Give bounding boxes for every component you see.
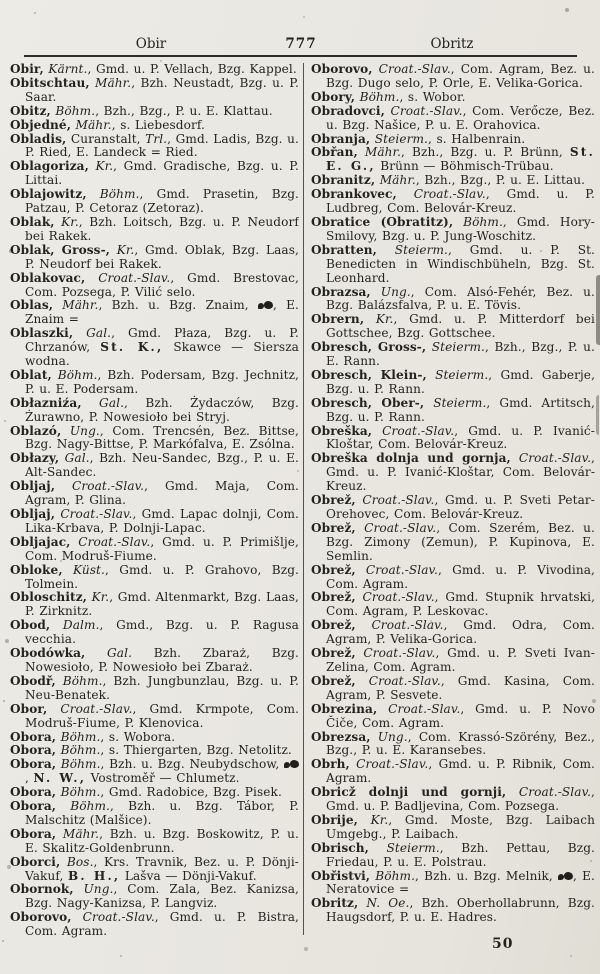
entry-headword: Obrež, bbox=[311, 590, 356, 605]
gazetteer-entry bbox=[311, 313, 595, 341]
entry-text: , Bzh. Jungbunzlau, Bzg. u. P. Neu-Benatek. bbox=[25, 673, 299, 702]
entry-headword: Obitz, bbox=[10, 103, 51, 118]
gazetteer-entry bbox=[311, 703, 595, 731]
entry-headword: Oblagoriza, bbox=[10, 159, 89, 174]
entry-text: , Gmd. Altenmarkt, Bzg. Laas, P. Zirknitz. bbox=[25, 590, 299, 619]
entry-text: Curanstalt, bbox=[66, 131, 146, 146]
entry-text: Steierm. bbox=[376, 242, 448, 257]
entry-headword: Obrern, bbox=[311, 312, 365, 327]
entry-text: , Gmd. Oblak, Bzg. Laas, P. Neudorf bei Rakek. bbox=[25, 242, 299, 271]
entry-text: , Gmd. u. P. Primišlje, Com. Modruš-Fiume. bbox=[25, 534, 299, 563]
paper-speckle-texture bbox=[0, 0, 2, 2]
entry-text: , Bzh., Bzg., P. u. E. Klattau. bbox=[95, 103, 273, 118]
entry-text: Croat.-Slav. bbox=[55, 507, 133, 521]
gazetteer-entry bbox=[311, 91, 595, 105]
entry-text: , Gmd. Płaza, Bzg. u. P. Chrzanów, bbox=[25, 326, 299, 355]
entry-text: Kr. bbox=[364, 312, 394, 327]
entry-text: , Com. Szerém, Bez. u. Bzg. Zimony (Zemun), P. Kupinova, E. Semlin. bbox=[326, 520, 595, 563]
entry-headword: Obloschitz, bbox=[10, 590, 87, 605]
entry-text: , Gmd. Odra, Com. Agram, P. Velika-Gorica. bbox=[326, 618, 595, 647]
gazetteer-entry bbox=[10, 758, 299, 786]
entry-text: St. E. G., bbox=[326, 145, 595, 174]
entry-text: , Gmd. u. P. Ivanić-Kloštar, Com. Belovár-Kreuz. bbox=[326, 451, 595, 494]
gazetteer-entry bbox=[10, 856, 299, 884]
entry-text: Steierm. bbox=[368, 840, 440, 855]
entry-headword: Obloke, bbox=[10, 562, 63, 577]
gazetteer-entry bbox=[10, 786, 299, 800]
entry-headword: Obrež, bbox=[311, 673, 356, 688]
entry-text: Mähr. bbox=[375, 173, 416, 188]
gazetteer-entry bbox=[10, 425, 299, 453]
gazetteer-entry bbox=[10, 327, 299, 369]
gazetteer-entry bbox=[311, 675, 595, 703]
entry-text: , Gmd. u. P. Ludbreg, Com. Belovár-Kreuz. bbox=[326, 187, 595, 216]
entry-text: B. H., bbox=[67, 868, 121, 883]
entry-text: Steierm. bbox=[426, 340, 485, 355]
gazetteer-entry bbox=[10, 675, 299, 703]
entry-text: Skawce — Siersza wodna. bbox=[25, 340, 299, 369]
gazetteer-entry bbox=[10, 703, 299, 731]
entry-text: , Gmd. Artitsch, Bzg. u. P. Rann. bbox=[326, 395, 595, 424]
gazetteer-entry bbox=[311, 758, 595, 786]
entry-text: , Gmd. u. P. Vellach, Bzg. Kappel. bbox=[87, 63, 297, 76]
entry-text: , E. Neratovice = bbox=[326, 868, 595, 897]
entry-text: , Bzh. Podersam, Bzg. Jechnitz, P. u. E. Podersam. bbox=[25, 367, 299, 396]
gazetteer-entry bbox=[10, 828, 299, 856]
entry-text: , s. Halbenrain. bbox=[427, 131, 526, 146]
gazetteer-entry bbox=[311, 870, 595, 898]
entry-headword: Obrh, bbox=[311, 757, 350, 772]
entry-text: , Com. Agram, Bez. u. Bzg. Dugo selo, P. Orle, E. Velika-Gorica. bbox=[326, 63, 595, 90]
entry-text: , Gmd. Moste, Bzg. Laibach Umgebg., P. Laibach. bbox=[326, 812, 595, 841]
entry-text: Steierm. bbox=[370, 131, 428, 146]
entry-text: , Bzh., Bzg., P. u. E. Littau. bbox=[415, 173, 586, 188]
entry-text: Croat.-Slav. bbox=[85, 270, 171, 285]
gazetteer-entry bbox=[10, 647, 299, 675]
entry-text: , Bzh. u. Bzg. Melnik, bbox=[415, 868, 559, 883]
entry-text: Croat.-Slav. bbox=[372, 63, 451, 76]
gazetteer-entry bbox=[10, 105, 299, 119]
entry-text: Croat.-Slav. bbox=[510, 451, 592, 466]
entry-text: Kr. bbox=[357, 812, 389, 827]
entry-text: Croat.-Slav. bbox=[355, 562, 438, 577]
gazetteer-entry bbox=[311, 591, 595, 619]
entry-text: , Com. Alsó-Fehér, Bez. u. Bzg. Balázsfalva, P. u. E. Tövis. bbox=[326, 284, 595, 313]
entry-text: , Gmd. u. P. Sveti Petar-Orehovec, Com. Belovár-Kreuz. bbox=[326, 493, 595, 521]
entry-text: , Bzh. Neu-Sandec, Bzg., P. u. E. Alt-Sandec. bbox=[25, 451, 299, 480]
gazetteer-entry bbox=[10, 244, 299, 272]
gazetteer-entry bbox=[311, 647, 595, 675]
entry-headword: Obrež, bbox=[311, 520, 356, 535]
entry-headword: Obrezina, bbox=[311, 701, 378, 716]
gazetteer-entry bbox=[10, 63, 299, 77]
entry-text: St. K., bbox=[100, 340, 164, 355]
entry-text: , bbox=[25, 771, 34, 786]
entry-headword: Obřan, bbox=[311, 145, 358, 160]
entry-text: , Gmd. u. P. Bistra, Com. Agram. bbox=[25, 910, 299, 939]
entry-text: , Gmd. Hory-Smilovy, Bzg. u. P. Jung-Woschitz. bbox=[326, 214, 595, 243]
header-rule bbox=[24, 55, 577, 57]
entry-text: , E. Znaim = bbox=[25, 298, 299, 327]
entry-text: , Bzh. Pettau, Bzg. Friedau, P. u. E. Polstrau. bbox=[326, 840, 595, 869]
entry-text: , Bzh. Żydaczów, Bzg. Żurawno, P. Nowesioło bei Stryj. bbox=[25, 395, 299, 424]
entry-headword: Obora, bbox=[10, 729, 57, 744]
entry-headword: Obranitz, bbox=[311, 173, 376, 188]
gazetteer-entry bbox=[10, 272, 299, 300]
entry-text: Croat.-Slav. bbox=[355, 590, 435, 605]
entry-text: , Gmd. Radobice, Bzg. Pisek. bbox=[100, 785, 282, 800]
entry-headword: Obrež, bbox=[311, 618, 356, 633]
entry-text: Kr. bbox=[54, 214, 79, 229]
entry-text: , Gmd. Stupnik hrvatski, Com. Agram, P. Leskovac. bbox=[326, 590, 595, 619]
entry-text: Kärnt. bbox=[43, 63, 88, 76]
posthorn-telegraph-icon bbox=[258, 301, 273, 310]
entry-text: Böhm. bbox=[355, 89, 400, 104]
gazetteer-entry bbox=[10, 299, 299, 327]
entry-headword: Obitschtau, bbox=[10, 75, 90, 90]
gazetteer-entry bbox=[311, 63, 595, 91]
entry-headword: Oblat, bbox=[10, 367, 52, 382]
entry-headword: Obrezsa, bbox=[311, 729, 371, 744]
gazetteer-entry bbox=[10, 619, 299, 647]
entry-text: Croat.-Slav. bbox=[355, 618, 444, 633]
entry-headword: Obrež, bbox=[311, 646, 356, 661]
entry-text: , Krs. Travnik, Bez. u. P. Dönji-Vakuf, bbox=[25, 854, 299, 883]
gazetteer-entry bbox=[10, 160, 299, 188]
entry-text: , Com. Krassó-Szörény, Bez., Bzg., P. u. E. Karansebes. bbox=[326, 729, 595, 758]
entry-headword: Obora, bbox=[10, 757, 57, 772]
entry-headword: Obrisch, bbox=[311, 840, 369, 855]
entry-text: Ung. bbox=[370, 729, 408, 744]
gazetteer-entry bbox=[10, 731, 299, 745]
entry-text: Steierm. bbox=[426, 367, 489, 382]
scan-edge-artifact bbox=[596, 395, 599, 435]
entry-text: , Bzh., Bzg., P. u. E. Rann. bbox=[326, 340, 595, 369]
entry-headword: Oblas, bbox=[10, 298, 54, 313]
gazetteer-entry bbox=[311, 216, 595, 244]
entry-text: Ung. bbox=[61, 423, 100, 438]
entry-text: , Gmd. u. P. Ribnik, Com. Agram. bbox=[326, 757, 595, 786]
gazetteer-entry bbox=[10, 508, 299, 536]
entry-text: Böhm. bbox=[56, 799, 110, 814]
entry-text: Böhm. bbox=[51, 367, 98, 382]
entry-headword: Obratten, bbox=[311, 242, 377, 257]
gazetteer-entry bbox=[10, 452, 299, 480]
entry-text: N. W., bbox=[33, 771, 87, 786]
posthorn-telegraph-icon bbox=[284, 760, 299, 769]
entry-text: Trl. bbox=[145, 131, 168, 146]
entry-headword: Obljajac, bbox=[10, 534, 71, 549]
entry-headword: Obljaj, bbox=[10, 507, 56, 521]
entry-headword: Oborovo, bbox=[10, 910, 72, 925]
entry-text: , Bzh. Oberhollabrunn, Bzg. Haugsdorf, P. u. E. Hadres. bbox=[326, 896, 595, 925]
entry-headword: Obřistvi, bbox=[311, 868, 371, 883]
gazetteer-entry bbox=[311, 133, 595, 147]
gazetteer-entry bbox=[311, 731, 595, 759]
gazetteer-entry bbox=[311, 188, 595, 216]
running-head-left-keyword: Obir bbox=[135, 36, 167, 52]
entry-text: , Gmd. u. P. Mitterdorf bei Gottschee, Bzg. Gottschee. bbox=[326, 312, 595, 341]
entry-headword: Oblajowitz, bbox=[10, 187, 87, 202]
entry-headword: Obljaj, bbox=[10, 479, 56, 494]
entry-headword: Obresch, Klein-, bbox=[311, 367, 427, 382]
entry-text: Gal. bbox=[85, 646, 133, 661]
entry-text: Ung. bbox=[73, 882, 114, 897]
entry-text: Böhm. bbox=[56, 785, 101, 800]
entry-text: Kr. bbox=[88, 159, 114, 174]
entry-text: Küst. bbox=[62, 562, 105, 577]
entry-text: Böhm. bbox=[50, 103, 96, 118]
entry-text: Böhm. bbox=[55, 673, 103, 688]
gazetteer-entry bbox=[311, 146, 595, 174]
column-divider-rule bbox=[303, 63, 304, 935]
gazetteer-entry bbox=[311, 105, 595, 133]
gazetteer-entry bbox=[311, 425, 595, 453]
entry-text: , Gmd. Krmpote, Com. Modruš-Fiume, P. Klenovica. bbox=[25, 701, 299, 730]
entry-text: Croat.-Slav. bbox=[71, 910, 155, 925]
gazetteer-entry bbox=[311, 369, 595, 397]
entry-text: , Gmd. u. P. St. Benedicten in Windischbüheln, Bzg. St. Leonhard. bbox=[326, 242, 595, 285]
running-head-right-keyword: Obritz bbox=[430, 36, 474, 52]
entry-text: Böhm. bbox=[56, 743, 101, 758]
entry-text: , Com. Verőcze, Bez. u. Bzg. Našice, P. u. E. Orahovica. bbox=[326, 103, 595, 132]
gazetteer-entry bbox=[311, 341, 595, 369]
two-column-text-block bbox=[10, 63, 595, 940]
entry-text: , Bzh. Neustadt, Bzg. u. P. Saar. bbox=[25, 75, 299, 104]
gazetteer-entry bbox=[311, 522, 595, 564]
entry-text: , Bzh., Bzg. u. P. Brünn, bbox=[401, 145, 570, 160]
entry-text: , Com. Zala, Bez. Kanizsa, Bzg. Nagy-Kanizsa, P. Langviz. bbox=[25, 882, 299, 911]
gazetteer-entry bbox=[10, 536, 299, 564]
entry-text: , s. Wobor. bbox=[399, 89, 466, 104]
entry-headword: Oblakovac, bbox=[10, 270, 86, 285]
entry-text: , Gmd. u. P. Novo Čiče, Com. Agram. bbox=[326, 701, 595, 730]
entry-text: , Gmd. u. P. Vivodina, Com. Agram. bbox=[326, 562, 595, 591]
entry-text: Croat.-Slav. bbox=[55, 479, 145, 494]
gazetteer-entry bbox=[10, 883, 299, 911]
entry-text: Croat.-Slav. bbox=[355, 673, 441, 688]
entry-text: Böhm. bbox=[56, 757, 101, 772]
entry-text: Croat.-Slav. bbox=[377, 701, 461, 716]
entry-headword: Obod, bbox=[10, 618, 51, 633]
entry-headword: Oblak, bbox=[10, 214, 55, 229]
entry-headword: Obrankovec, bbox=[311, 187, 397, 202]
entry-headword: Obor, bbox=[10, 701, 48, 716]
entry-headword: Obrež, bbox=[311, 493, 356, 508]
entry-text: , Gmd. u. P. Sveti Ivan-Zelina, Com. Agram. bbox=[326, 646, 595, 674]
scan-edge-artifact bbox=[596, 275, 600, 345]
entry-text: Bzh. Zbaraż, Bzg. Nowesioło, P. Nowesioło bei Zbaraż. bbox=[25, 646, 299, 674]
entry-text: Böhm. bbox=[370, 868, 416, 883]
gazetteer-entry bbox=[10, 188, 299, 216]
entry-text: , s. Liebesdorf. bbox=[111, 117, 205, 132]
entry-text: , Gmd. Prasetin, Bzg. Patzau, P. Cetoraz (Zetoraz). bbox=[25, 187, 299, 216]
entry-text: Croat.-Slav. bbox=[355, 520, 437, 535]
entry-headword: Obłazy, bbox=[10, 451, 60, 466]
entry-headword: Obrije, bbox=[311, 812, 358, 827]
entry-text: Croat.-Slav. bbox=[396, 187, 486, 202]
left-column bbox=[10, 63, 299, 940]
entry-headword: Obrazsa, bbox=[311, 284, 371, 299]
entry-text: Croat.-Slav. bbox=[349, 757, 429, 772]
entry-text: , s. Thiergarten, Bzg. Netolitz. bbox=[100, 743, 292, 758]
running-head bbox=[0, 36, 600, 54]
entry-text: Kr. bbox=[110, 242, 135, 257]
gazetteer-entry bbox=[311, 397, 595, 425]
entry-text: , Gmd., Bzg. u. P. Ragusa vecchia. bbox=[25, 618, 299, 647]
entry-text: Lašva — Dönji-Vakuf. bbox=[120, 868, 257, 883]
gazetteer-entry bbox=[10, 216, 299, 244]
entry-headword: Obłazniźa, bbox=[10, 395, 82, 410]
entry-text: , Bzh. u. Bzg. Znaim, bbox=[98, 298, 258, 313]
entry-headword: Obir, bbox=[10, 63, 44, 76]
entry-text: Gal. bbox=[73, 326, 112, 341]
entry-text: Ung. bbox=[370, 284, 411, 299]
posthorn-telegraph-icon bbox=[558, 872, 573, 881]
entry-headword: Obora, bbox=[10, 743, 57, 758]
gazetteer-entry bbox=[311, 564, 595, 592]
gazetteer-entry bbox=[10, 591, 299, 619]
entry-text: Dalm. bbox=[50, 618, 100, 633]
entry-text: , Bzh. u. Bzg. Neubydschow, bbox=[100, 757, 284, 772]
entry-headword: Obrež, bbox=[311, 562, 356, 577]
footer-folio-number: 50 bbox=[492, 936, 514, 952]
entry-text: , Gmd. Gaberje, Bzg. u. P. Rann. bbox=[326, 367, 595, 396]
entry-headword: Obladis, bbox=[10, 131, 67, 146]
gazetteer-entry bbox=[10, 133, 299, 161]
entry-text: Gal. bbox=[59, 451, 90, 466]
entry-text: N. Oe. bbox=[358, 896, 410, 911]
gazetteer-entry bbox=[10, 480, 299, 508]
gazetteer-entry bbox=[311, 174, 595, 188]
entry-headword: Obornok, bbox=[10, 882, 74, 897]
entry-headword: Obranja, bbox=[311, 131, 371, 146]
entry-headword: Oborci, bbox=[10, 854, 61, 869]
entry-headword: Objedné, bbox=[10, 117, 72, 132]
gazetteer-entry bbox=[10, 744, 299, 758]
gazetteer-entry bbox=[311, 786, 595, 814]
entry-text: Vostroměř — Chlumetz. bbox=[86, 771, 240, 786]
entry-headword: Obresch, Gross-, bbox=[311, 340, 427, 355]
entry-text: , Gmd. u. P. Badljevina, Com. Pozsega. bbox=[326, 785, 595, 814]
gazetteer-entry bbox=[311, 814, 595, 842]
entry-headword: Oblazó, bbox=[10, 423, 62, 438]
running-head-page-number: 777 bbox=[285, 36, 317, 52]
entry-headword: Oblaszki, bbox=[10, 326, 74, 341]
gazetteer-entry bbox=[311, 897, 595, 925]
entry-text: , s. Wobora. bbox=[100, 729, 176, 744]
entry-text: , Gmd. Ladis, Bzg. u. P. Ried, E. Landeck = Ried. bbox=[25, 131, 299, 160]
entry-text: , Gmd. u. P. Grahovo, Bzg. Tolmein. bbox=[25, 562, 299, 591]
right-column bbox=[311, 63, 595, 940]
entry-headword: Oborovo, bbox=[311, 63, 373, 76]
entry-text: Croat.-Slav. bbox=[355, 646, 436, 661]
entry-headword: Obreška, bbox=[311, 423, 373, 438]
entry-text: Steierm. bbox=[424, 395, 487, 410]
entry-headword: Oblak, Gross-, bbox=[10, 242, 110, 257]
entry-text: Bos. bbox=[60, 854, 94, 869]
gazetteer-entry bbox=[311, 494, 595, 522]
gazetteer-entry bbox=[311, 842, 595, 870]
entry-text: , Com. Trencsén, Bez. Bittse, Bzg. Nagy-Bittse, P. Markófalva, E. Zsólna. bbox=[25, 423, 299, 452]
entry-headword: Obratice (Obratitz), bbox=[311, 214, 454, 229]
entry-headword: Obradovci, bbox=[311, 103, 385, 118]
entry-text: Croat.-Slav. bbox=[372, 423, 455, 438]
gazetteer-entry bbox=[10, 800, 299, 828]
entry-text: Croat.-Slav. bbox=[70, 534, 151, 549]
entry-text: Mähr. bbox=[56, 826, 100, 841]
entry-text: , Gmd. Lapac dolnji, Com. Lika-Krbava, P. Dolnji-Lapac. bbox=[25, 507, 299, 535]
entry-text: , Bzh. u. Bzg. Boskowitz, P. u. E. Skalitz-Goldenbrunn. bbox=[25, 826, 299, 855]
entry-text: Mähr. bbox=[89, 75, 132, 90]
gazetteer-entry bbox=[10, 911, 299, 939]
entry-headword: Obora, bbox=[10, 826, 57, 841]
entry-text: Böhm. bbox=[56, 729, 101, 744]
entry-text: , Gmd. Gradische, Bzg. u. P. Littai. bbox=[25, 159, 299, 188]
entry-headword: Obresch, Ober-, bbox=[311, 395, 425, 410]
entry-headword: Obora, bbox=[10, 799, 57, 814]
entry-text: Croat.-Slav. bbox=[47, 701, 133, 716]
entry-text: Gal. bbox=[81, 395, 125, 410]
entry-headword: Obodř, bbox=[10, 673, 56, 688]
gazetteer-entry bbox=[10, 564, 299, 592]
entry-text: Böhm. bbox=[453, 214, 503, 229]
entry-text: Brünn — Böhmisch-Trübau. bbox=[375, 159, 554, 174]
gazetteer-entry bbox=[10, 369, 299, 397]
gazetteer-entry bbox=[311, 286, 595, 314]
entry-text: , Gmd. u. P. Ivanić-Kloštar, Com. Belovár-Kreuz. bbox=[326, 423, 595, 452]
entry-text: Croat.-Slav. bbox=[384, 103, 463, 118]
entry-headword: Obora, bbox=[10, 785, 57, 800]
entry-headword: Obricž dolnji und gornji, bbox=[311, 785, 507, 800]
entry-text: Croat.-Slav. bbox=[506, 785, 592, 800]
entry-headword: Obory, bbox=[311, 89, 356, 104]
gazetteer-entry bbox=[10, 397, 299, 425]
entry-text: Böhm. bbox=[86, 187, 140, 202]
gazetteer-entry bbox=[10, 119, 299, 133]
entry-text: , Bzh. u. Bzg. Tábor, P. Malschitz (Malšice). bbox=[25, 799, 299, 827]
entry-headword: Obritz, bbox=[311, 896, 359, 911]
entry-text: Croat.-Slav. bbox=[355, 493, 435, 508]
entry-headword: Obodówka, bbox=[10, 646, 86, 661]
entry-text: Kr. bbox=[86, 590, 110, 605]
gazetteer-entry bbox=[311, 619, 595, 647]
gazetteer-entry bbox=[311, 244, 595, 286]
entry-text: , Gmd. Brestovac, Com. Pozsega, P. Vilić selo. bbox=[25, 270, 299, 299]
gazetteer-entry bbox=[10, 77, 299, 105]
entry-text: Mähr. bbox=[357, 145, 402, 160]
entry-text: Mähr. bbox=[71, 117, 112, 132]
entry-text: , Gmd. Maja, Com. Agram, P. Glina. bbox=[25, 479, 299, 508]
gazetteer-entry bbox=[311, 452, 595, 494]
entry-text: Mähr. bbox=[53, 298, 99, 313]
entry-headword: Obreška dolnja und gornja, bbox=[311, 451, 511, 466]
entry-text: , Bzh. Loitsch, Bzg. u. P. Neudorf bei Rakek. bbox=[25, 214, 299, 243]
entry-text: , Gmd. Kasina, Com. Agram, P. Sesvete. bbox=[326, 673, 595, 702]
